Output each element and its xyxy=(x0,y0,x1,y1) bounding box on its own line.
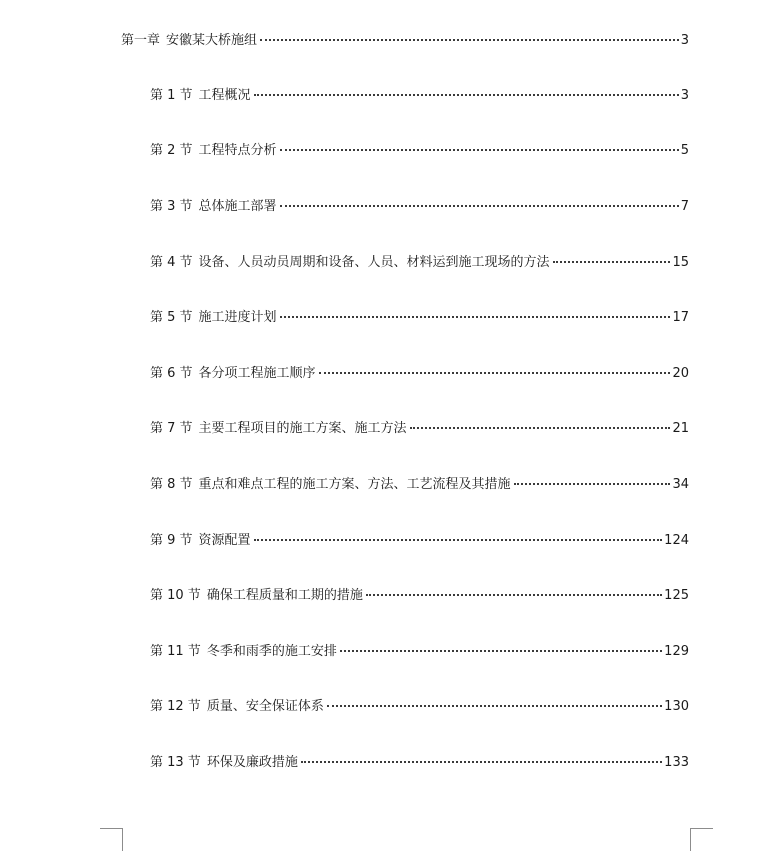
toc-chapter-label: 第一章 xyxy=(121,33,161,48)
toc-entry-section[interactable] xyxy=(150,754,689,772)
toc-section-title: 设备、人员动员周期和设备、人员、材料运到施工现场的方法 xyxy=(198,255,550,270)
toc-page-number: 133 xyxy=(664,755,689,770)
toc-page-number: 20 xyxy=(672,366,689,381)
toc-section-title: 冬季和雨季的施工安排 xyxy=(206,644,337,659)
toc-section-title: 主要工程项目的施工方案、施工方法 xyxy=(198,421,407,436)
toc-leader-dots xyxy=(280,149,679,151)
toc-page-number: 5 xyxy=(680,143,689,158)
toc-page-number: 21 xyxy=(672,421,689,436)
toc-leader-dots xyxy=(553,261,671,263)
toc-section-label: 第 2 节 xyxy=(150,143,193,158)
toc-entry-section[interactable] xyxy=(150,309,689,327)
toc-section-title: 环保及廉政措施 xyxy=(206,755,298,770)
toc-entry-section[interactable] xyxy=(150,365,689,383)
toc-section-title: 总体施工部署 xyxy=(198,199,277,214)
toc-leader-dots xyxy=(340,650,662,652)
toc-page-number: 17 xyxy=(672,310,689,325)
toc-leader-dots xyxy=(254,539,663,541)
toc-section-label: 第 5 节 xyxy=(150,310,193,325)
toc-entry-section[interactable] xyxy=(150,420,689,438)
page-margin-corner-mark-right xyxy=(690,828,713,851)
toc-page-number: 7 xyxy=(680,199,689,214)
toc-entry-section[interactable] xyxy=(150,142,689,160)
toc-leader-dots xyxy=(260,39,679,41)
toc-page-number: 3 xyxy=(680,33,689,48)
toc-section-title: 施工进度计划 xyxy=(198,310,277,325)
toc-section-title: 资源配置 xyxy=(198,533,251,548)
toc-leader-dots xyxy=(301,761,662,763)
toc-section-label: 第 12 节 xyxy=(150,699,201,714)
toc-page-number: 124 xyxy=(664,533,689,548)
toc-leader-dots xyxy=(514,483,671,485)
toc-leader-dots xyxy=(327,705,662,707)
toc-leader-dots xyxy=(280,316,671,318)
toc-entry-section[interactable] xyxy=(150,587,689,605)
toc-section-title: 质量、安全保证体系 xyxy=(206,699,324,714)
toc-leader-dots xyxy=(254,94,679,96)
toc-leader-dots xyxy=(410,427,671,429)
toc-section-title: 工程概况 xyxy=(198,88,251,103)
toc-entry-section[interactable] xyxy=(150,87,689,105)
toc-section-title: 工程特点分析 xyxy=(198,143,277,158)
toc-page-number: 125 xyxy=(664,588,689,603)
toc-entry-section[interactable] xyxy=(150,476,689,494)
toc-section-label: 第 3 节 xyxy=(150,199,193,214)
toc-entry-section[interactable] xyxy=(150,643,689,661)
toc-page-number: 15 xyxy=(672,255,689,270)
toc-leader-dots xyxy=(280,205,679,207)
toc-section-title: 确保工程质量和工期的措施 xyxy=(206,588,363,603)
toc-entry-section[interactable] xyxy=(150,698,689,716)
toc-entry-section[interactable] xyxy=(150,254,689,272)
toc-page-number: 129 xyxy=(664,644,689,659)
toc-section-label: 第 13 节 xyxy=(150,755,201,770)
toc-section-label: 第 7 节 xyxy=(150,421,193,436)
toc-section-title: 各分项工程施工顺序 xyxy=(198,366,316,381)
toc-section-label: 第 9 节 xyxy=(150,533,193,548)
toc-section-label: 第 6 节 xyxy=(150,366,193,381)
toc-section-label: 第 11 节 xyxy=(150,644,201,659)
toc-chapter-title: 安徽某大桥施组 xyxy=(166,33,258,48)
toc-page-number: 130 xyxy=(664,699,689,714)
toc-section-label: 第 8 节 xyxy=(150,477,193,492)
toc-section-label: 第 10 节 xyxy=(150,588,201,603)
toc-entry-section[interactable] xyxy=(150,198,689,216)
toc-leader-dots xyxy=(366,594,662,596)
toc-page-number: 34 xyxy=(672,477,689,492)
toc-section-title: 重点和难点工程的施工方案、方法、工艺流程及其措施 xyxy=(198,477,511,492)
toc-section-label: 第 4 节 xyxy=(150,255,193,270)
toc-entry-section[interactable] xyxy=(150,532,689,550)
page-margin-corner-mark-left xyxy=(100,828,123,851)
toc-entry-chapter[interactable] xyxy=(121,32,689,50)
toc-section-label: 第 1 节 xyxy=(150,88,193,103)
toc-page-number: 3 xyxy=(680,88,689,103)
toc-leader-dots xyxy=(319,372,671,374)
